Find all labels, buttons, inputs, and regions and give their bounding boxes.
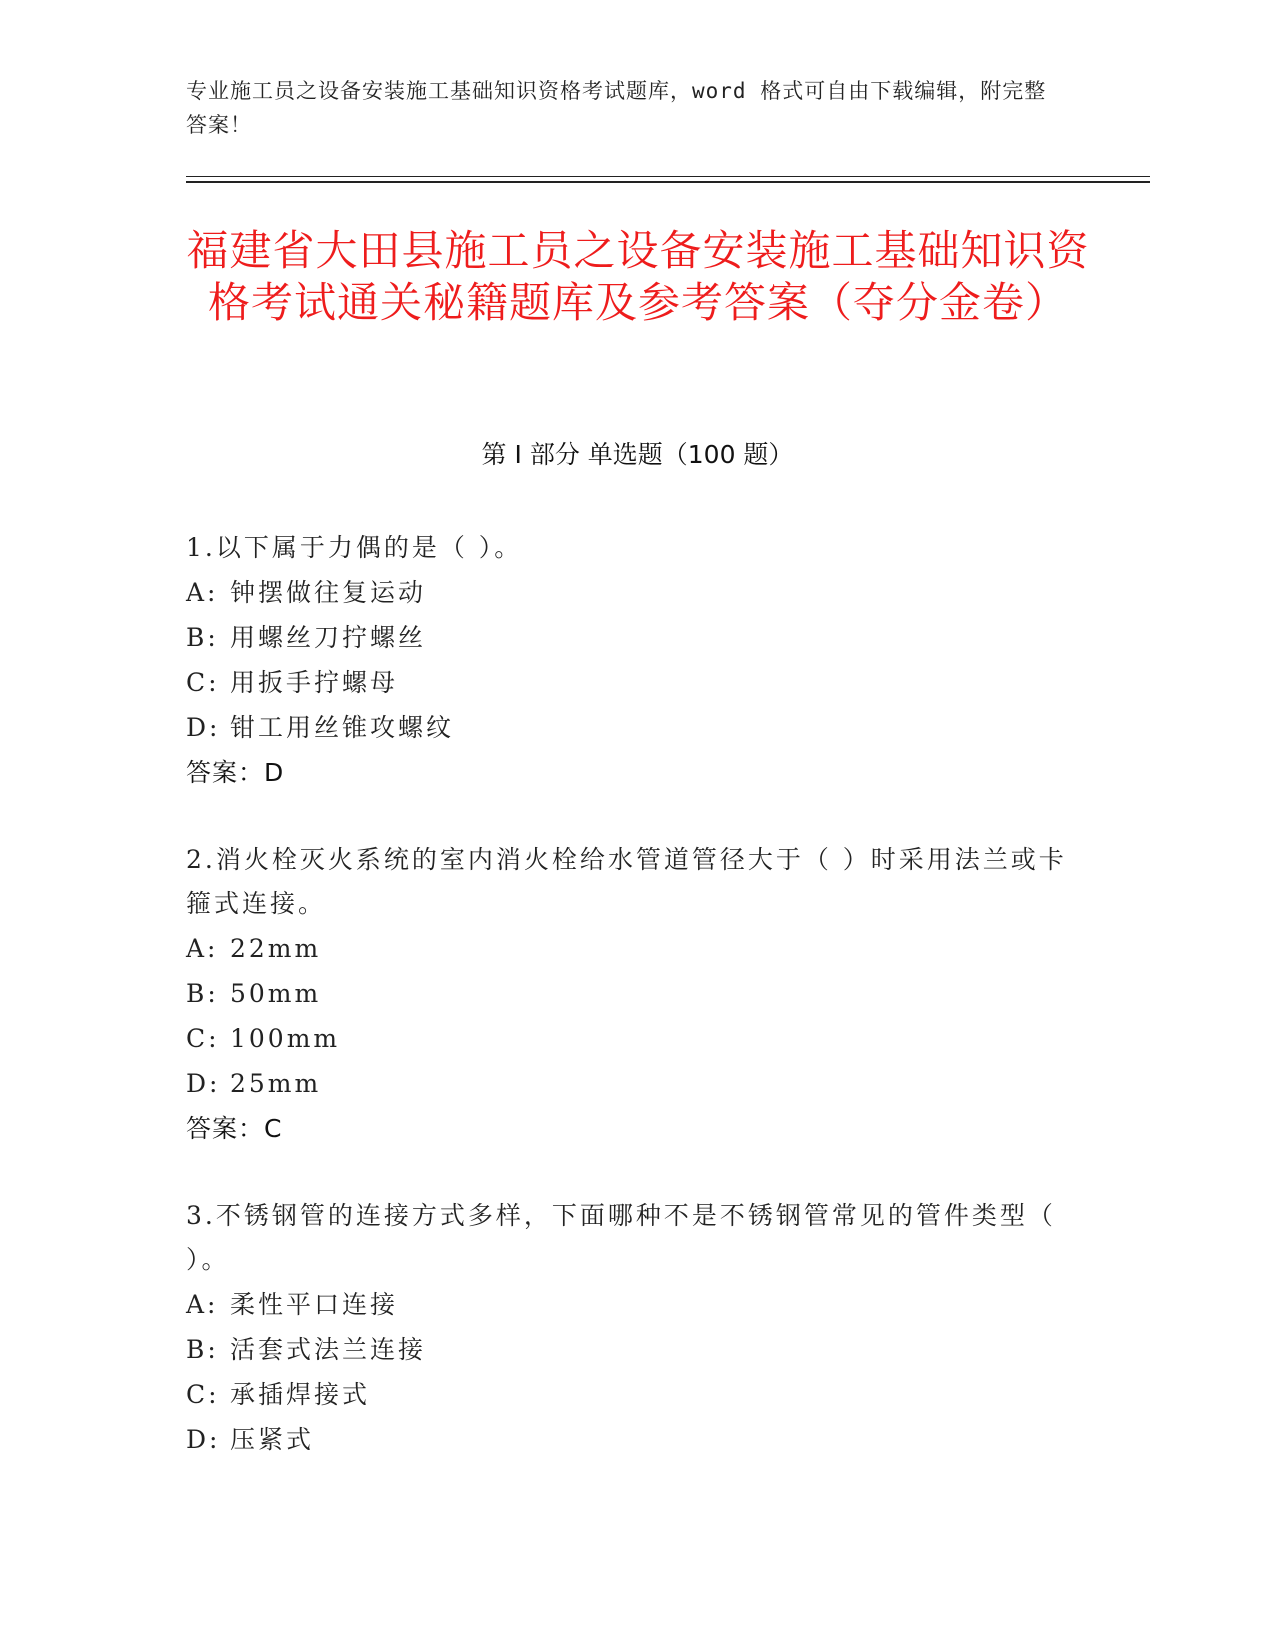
option-letter: D: [186, 1425, 221, 1454]
option-text: 50mm [230, 979, 322, 1008]
option-text: 压紧式 [230, 1425, 315, 1454]
header-rule-thick [186, 181, 1150, 183]
option-d [186, 1417, 1086, 1462]
option-a [186, 570, 1086, 615]
answer-line: 答案：D [186, 758, 285, 787]
question-stem: 2.消火栓灭火系统的室内消火栓给水管道管径大于（ ）时采用法兰或卡箍式连接。 [186, 845, 1067, 918]
option-d [186, 1061, 1086, 1106]
option-letter: D: [186, 713, 221, 742]
option-text: 承插焊接式 [230, 1380, 371, 1409]
option-letter: C: [186, 1380, 220, 1409]
option-text: 用扳手拧螺母 [230, 668, 399, 697]
header-rule-thin [186, 176, 1150, 177]
option-text: 钳工用丝锥攻螺纹 [230, 713, 455, 742]
option-c [186, 1372, 1086, 1417]
option-letter: B: [186, 623, 219, 652]
question-stem: 3.不锈钢管的连接方式多样，下面哪种不是不锈钢管常见的管件类型（ ）。 [186, 1201, 1056, 1274]
option-letter: C: [186, 668, 220, 697]
header-note: 专业施工员之设备安装施工基础知识资格考试题库，word 格式可自由下载编辑，附完整答案！ [186, 79, 1047, 137]
option-letter: A: [186, 578, 219, 607]
option-a [186, 926, 1086, 971]
option-c [186, 1016, 1086, 1061]
option-d [186, 705, 1086, 750]
option-text: 100mm [230, 1024, 341, 1053]
option-text: 用螺丝刀拧螺丝 [230, 623, 427, 652]
answer-line: 答案：C [186, 1114, 283, 1143]
question-3 [186, 1194, 1086, 1462]
option-b [186, 971, 1086, 1016]
option-c [186, 660, 1086, 705]
option-text: 钟摆做往复运动 [230, 578, 427, 607]
option-b [186, 615, 1086, 660]
option-a [186, 1282, 1086, 1327]
option-letter: B: [186, 979, 219, 1008]
question-list [186, 526, 1086, 1504]
option-letter: A: [186, 1290, 219, 1319]
option-letter: A: [186, 934, 219, 963]
option-letter: C: [186, 1024, 220, 1053]
option-b [186, 1327, 1086, 1372]
question-2 [186, 838, 1086, 1152]
question-stem: 1.以下属于力偶的是（ ）。 [186, 533, 523, 562]
option-text: 22mm [230, 934, 322, 963]
option-letter: D: [186, 1069, 221, 1098]
section-heading: 第 I 部分 单选题（100 题） [481, 440, 794, 469]
option-letter: B: [186, 1335, 219, 1364]
question-1 [186, 526, 1086, 796]
option-text: 活套式法兰连接 [230, 1335, 427, 1364]
document-title: 福建省大田县施工员之设备安装施工基础知识资格考试通关秘籍题库及参考答案（夺分金卷） [186, 226, 1090, 327]
option-text: 柔性平口连接 [230, 1290, 399, 1319]
option-text: 25mm [230, 1069, 322, 1098]
